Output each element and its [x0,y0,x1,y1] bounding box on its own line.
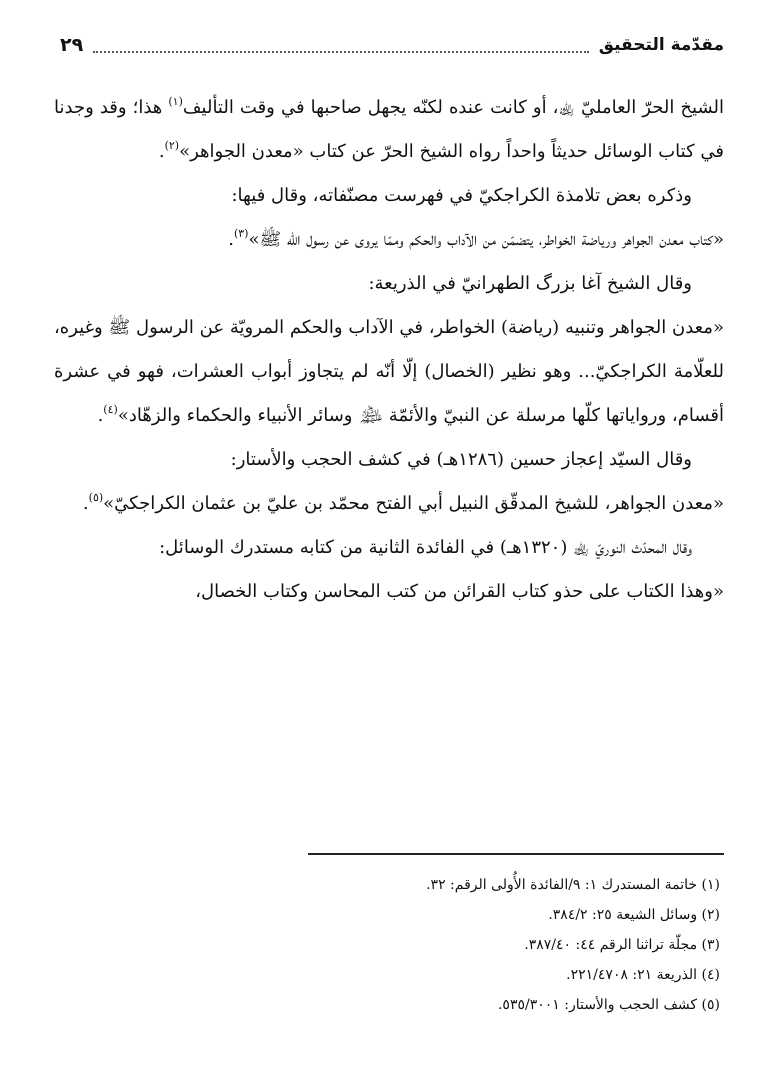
body-text [54,86,724,614]
paragraph-text: وقال الشيخ آغا بزرگ الطهرانيّ في الذريعة: [368,273,692,294]
body-paragraph [54,174,724,218]
paragraph-text: «كتاب معدن الجواهر ورياضة الخواطر، يتضمّن من الآداب والحكم وممّا يروى عن رسول الله ﷺ» [248,229,724,250]
footnote-item: (٢) وسائل الشيعة ٢٥: ٣٨٤/٢. [548,907,720,923]
footnote-ref: (٢) [164,139,180,152]
paragraph-text: هذا؛ وقد وجدنا في كتاب الوسائل حديثاً واحداً رواه الشيخ الحرّ عن كتاب «معدن الجواهر» [54,97,724,162]
body-paragraph [54,438,724,482]
footnotes [54,870,724,1020]
paragraph-text: . [158,141,165,162]
footnote-ref: (٣) [233,227,249,240]
footnote-item: (٣) مجلّة تراثنا الرقم ٤٤: ٣٨٧/٤٠. [524,937,720,953]
body-paragraph [54,482,724,526]
chapter-title: مقدّمة التحقيق [598,35,724,55]
paragraph-text: . [82,493,89,514]
body-paragraph [54,218,724,262]
paragraph-text: «معدن الجواهر وتنبيه (رياضة) الخواطر، في الآداب والحكم المرويّة عن الرسول ﷺ وغيره، للعلّامة الكراجكيّ... وهو نظير (الخصال) إلّا أنّه لم يتجاوز أبواب العشرات، فهو في عشرة أقسام، ورواياتها كلّها مرسلة عن النبيّ والأئمّة ﵈ وسائر الأنبياء والحكماء والزهّاد» [54,317,724,426]
paragraph-text: الشيخ الحرّ العامليّ ﵀، أو كانت عنده لكنّه يجهل صاحبها في وقت التأليف [182,97,724,118]
body-paragraph [54,570,724,614]
page-number: ٢٩ [60,34,84,56]
paragraph-text: «معدن الجواهر، للشيخ المدقّق النبيل أبي الفتح محمّد بن عليّ بن عثمان الكراجكيّ» [103,493,724,514]
header-leader-dots [93,37,589,53]
footnote-item: (٥) كشف الحجب والأستار: ٥٣٥/٣٠٠١. [497,997,720,1013]
footnote-ref: (٥) [88,491,104,504]
footnote-item: (٤) الذريعة ٢١: ٢٢١/٤٧٠٨. [566,967,720,983]
body-paragraph [54,526,724,570]
paragraph-text: . [228,229,234,250]
paragraph-text: وقال المحدّث النوريّ ﵀ (١٣٢٠هـ) في الفائدة الثانية من كتابه مستدرك الوسائل: [159,537,692,558]
paragraph-text: «وهذا الكتاب على حذو كتاب القرائن من كتب المحاسن وكتاب الخصال، [195,581,724,602]
footnote-ref: (١) [168,95,183,108]
paragraph-text: وذكره بعض تلامذة الكراجكيّ في فهرست مصنّفاته، وقال فيها: [231,185,692,206]
paragraph-text: وقال السيّد إعجاز حسين (١٢٨٦هـ) في كشف الحجب والأستار: [230,449,692,470]
body-paragraph [54,86,724,174]
footnote-item: (١) خاتمة المستدرك ١: ٩/الفائدة الأُولى الرقم: ٣٢. [426,877,720,893]
running-header [60,30,724,60]
footnote-separator [308,853,724,855]
body-paragraph [54,262,724,306]
paragraph-text: . [97,405,104,426]
body-paragraph [54,306,724,438]
footnote-ref: (٤) [103,403,118,416]
